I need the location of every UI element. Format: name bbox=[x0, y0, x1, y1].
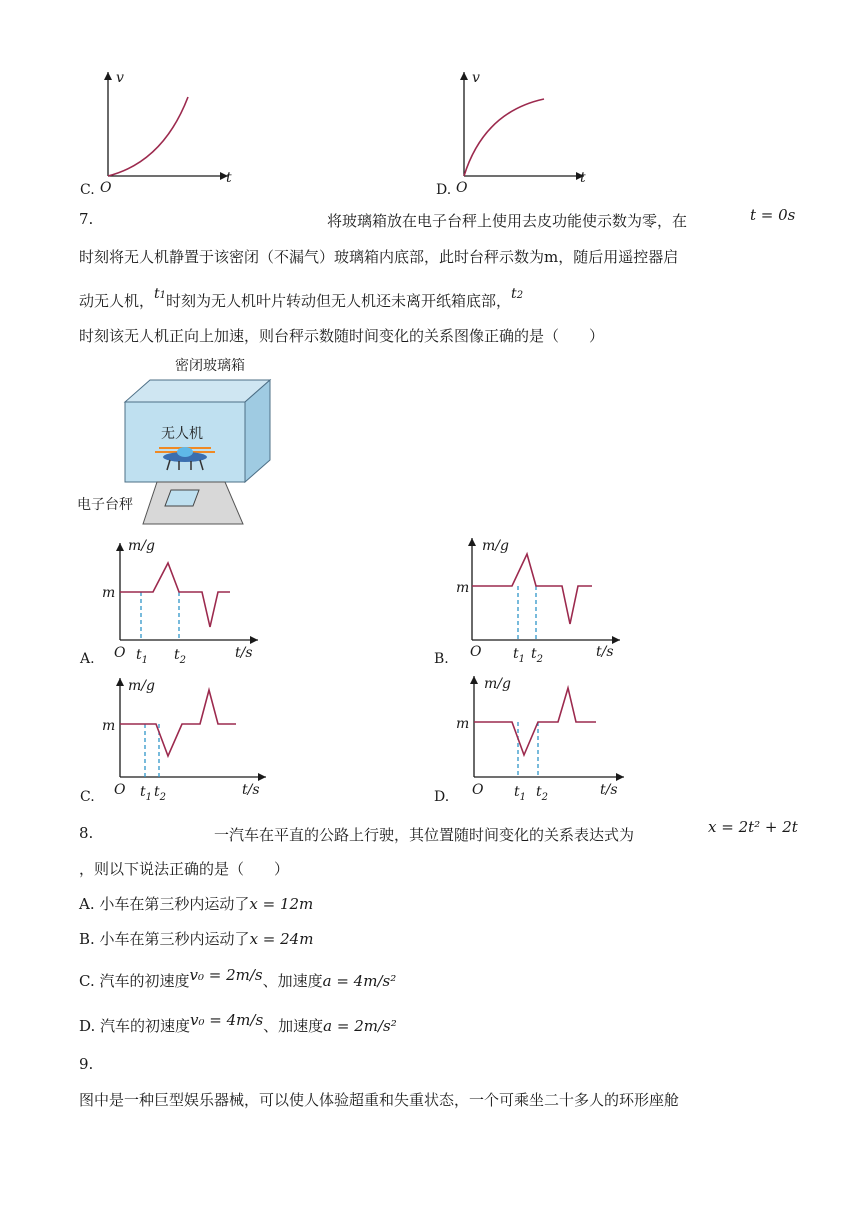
m-label: m bbox=[456, 580, 470, 596]
y-axis-label: m/g bbox=[484, 676, 511, 692]
q7-t1-symbol: t1 bbox=[154, 286, 167, 302]
option-d-math2: a = 2m/s² bbox=[323, 1017, 397, 1035]
q8-number: 8. bbox=[79, 824, 94, 842]
q7-line1: 将玻璃箱放在电子台秤上使用去皮功能使示数为零，在 bbox=[327, 212, 688, 230]
q7-number: 7. bbox=[79, 210, 94, 228]
q8-formula: x = 2t² + 2t bbox=[708, 818, 798, 836]
m-t-curve bbox=[120, 563, 230, 627]
option-d-math1: v₀ = 4m/s bbox=[190, 1011, 264, 1029]
option-c-text: C. 汽车的初速度 bbox=[79, 972, 190, 990]
scale-display bbox=[165, 490, 199, 506]
drone-label: 无人机 bbox=[161, 426, 203, 442]
option-c-mid: 、加速度 bbox=[262, 972, 323, 990]
x-axis-label: t/s bbox=[235, 645, 253, 661]
q7-option-c-graph bbox=[78, 672, 278, 808]
m-t-curve bbox=[472, 554, 592, 624]
option-label: C. bbox=[80, 789, 95, 805]
q7-line3 bbox=[79, 286, 524, 311]
x-axis-arrow-icon bbox=[258, 773, 266, 781]
t1-label: $t_1$ bbox=[514, 784, 527, 803]
q7-option-a-graph bbox=[78, 535, 278, 670]
y-axis-label: v bbox=[116, 70, 124, 86]
option-label: C. bbox=[80, 182, 95, 198]
q8-stem: 一汽车在平直的公路上行驶，其位置随时间变化的关系表达式为 bbox=[214, 826, 635, 844]
y-axis-arrow-icon bbox=[116, 678, 124, 686]
origin-label: O bbox=[114, 645, 126, 661]
box-label: 密闭玻璃箱 bbox=[175, 358, 245, 374]
t1-label: $t_1$ bbox=[513, 646, 526, 665]
t2-label: $t_2$ bbox=[154, 784, 167, 803]
q7-t2-symbol: t2 bbox=[511, 286, 524, 302]
option-d-mid: 、加速度 bbox=[263, 1017, 324, 1035]
q9-number: 9. bbox=[79, 1055, 94, 1073]
q6-option-c-graph bbox=[78, 62, 258, 202]
x-axis-arrow-icon bbox=[616, 773, 624, 781]
option-a-text: A. 小车在第三秒内运动了 bbox=[79, 895, 250, 913]
t2-label: $t_2$ bbox=[531, 646, 544, 665]
option-label: D. bbox=[436, 182, 452, 198]
x-axis-label: t/s bbox=[600, 782, 618, 798]
m-label: m bbox=[456, 716, 470, 732]
option-a-math: x = 12m bbox=[249, 895, 314, 913]
m-label: m bbox=[102, 718, 116, 734]
q7-line1-math: t = 0s bbox=[750, 206, 796, 224]
q6-option-d-graph bbox=[434, 62, 614, 202]
x-axis-label: t/s bbox=[596, 644, 614, 660]
q7-line3a: 动无人机， bbox=[79, 292, 155, 310]
q8-option-b[interactable] bbox=[79, 928, 313, 949]
y-axis-label: m/g bbox=[482, 538, 509, 554]
q9-text: 图中是一种巨型娱乐器械，可以使人体验超重和失重状态，一个可乘坐二十多人的环形座舱 bbox=[79, 1091, 680, 1109]
x-axis-label: t bbox=[580, 170, 586, 186]
m-t-curve bbox=[120, 690, 236, 756]
y-axis-arrow-icon bbox=[468, 538, 476, 546]
q7-option-d-graph bbox=[434, 670, 634, 808]
y-axis-label: v bbox=[472, 70, 480, 86]
q7-option-b-graph bbox=[434, 532, 634, 670]
q7-line4: 时刻该无人机正向上加速，则台秤示数随时间变化的关系图像正确的是（ ） bbox=[79, 327, 605, 345]
option-label: D. bbox=[434, 789, 450, 805]
origin-label: O bbox=[456, 180, 468, 196]
t1-label: $t_1$ bbox=[140, 784, 153, 803]
y-axis-arrow-icon bbox=[470, 676, 478, 684]
option-c-math1: v₀ = 2m/s bbox=[189, 966, 263, 984]
m-t-curve bbox=[474, 688, 596, 755]
origin-label: O bbox=[114, 782, 126, 798]
box-front bbox=[125, 402, 245, 482]
q7-line2: 时刻将无人机静置于该密闭（不漏气）玻璃箱内底部，此时台秤示数为m，随后用遥控器启 bbox=[79, 248, 679, 266]
x-axis-arrow-icon bbox=[250, 636, 258, 644]
x-axis-label: t/s bbox=[242, 782, 260, 798]
v-t-curve bbox=[108, 97, 188, 176]
y-axis-arrow-icon bbox=[116, 543, 124, 551]
q7-line3b: 时刻为无人机叶片转动但无人机还未离开纸箱底部， bbox=[166, 292, 512, 310]
y-axis-label: m/g bbox=[128, 538, 155, 554]
q7-figure bbox=[75, 352, 285, 532]
t2-label: $t_2$ bbox=[536, 784, 549, 803]
option-b-math: x = 24m bbox=[249, 930, 314, 948]
v-t-curve bbox=[464, 99, 544, 176]
origin-label: O bbox=[100, 180, 112, 196]
scale-label: 电子台秤 bbox=[77, 497, 133, 513]
origin-label: O bbox=[472, 782, 484, 798]
y-axis-label: m/g bbox=[128, 678, 155, 694]
q8-option-c[interactable] bbox=[79, 966, 397, 991]
y-axis-arrow-icon bbox=[104, 72, 112, 80]
x-axis-arrow-icon bbox=[612, 636, 620, 644]
option-label: A. bbox=[80, 651, 95, 667]
t2-label: $t_2$ bbox=[174, 647, 187, 666]
option-c-math2: a = 4m/s² bbox=[322, 972, 397, 990]
t1-label: $t_1$ bbox=[136, 647, 149, 666]
q8-option-a[interactable] bbox=[79, 893, 313, 914]
m-label: m bbox=[102, 585, 116, 601]
origin-label: O bbox=[470, 644, 482, 660]
option-b-text: B. 小车在第三秒内运动了 bbox=[79, 930, 250, 948]
option-label: B. bbox=[434, 651, 449, 667]
q8-option-d[interactable] bbox=[79, 1011, 397, 1036]
x-axis-label: t bbox=[226, 170, 232, 186]
q8-stem2: ，则以下说法正确的是（ ） bbox=[79, 860, 290, 878]
option-d-text: D. 汽车的初速度 bbox=[79, 1017, 191, 1035]
y-axis-arrow-icon bbox=[460, 72, 468, 80]
